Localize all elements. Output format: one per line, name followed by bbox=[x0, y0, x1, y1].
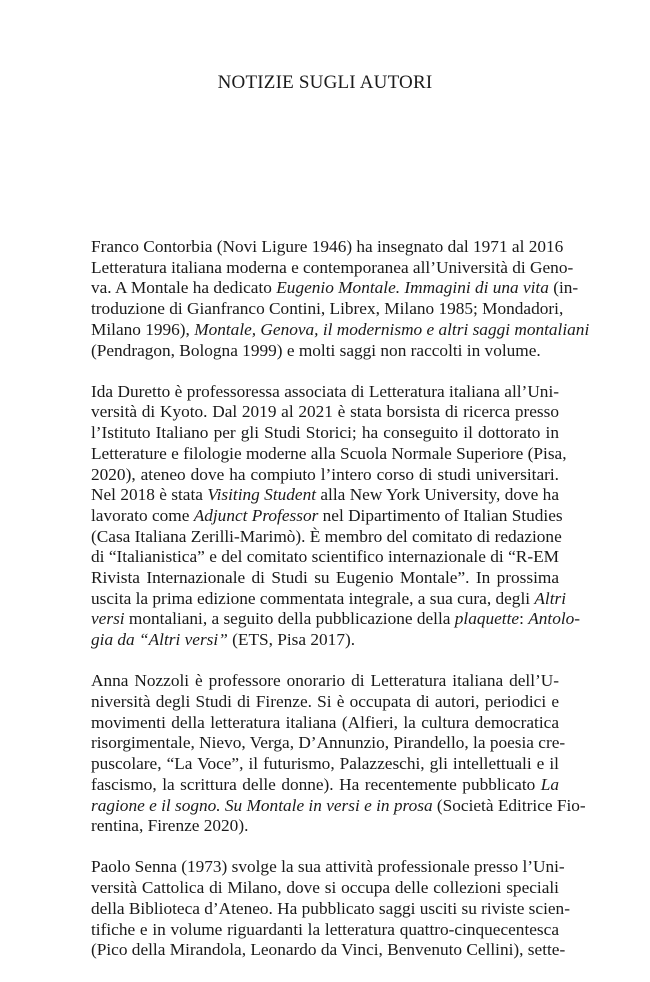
text-line bbox=[91, 920, 559, 941]
text-run: Ida Duretto è professoressa associata di Letteratura italiana all’Uni- bbox=[91, 381, 559, 401]
author-notes bbox=[91, 237, 590, 982]
bio-senna bbox=[91, 857, 570, 961]
italic-title: Antolo- bbox=[528, 609, 581, 629]
text-line bbox=[91, 423, 559, 444]
text-run: Franco Contorbia (Novi Ligure 1946) ha insegnato dal 1971 al 2016 bbox=[91, 237, 564, 256]
text-line bbox=[91, 547, 559, 568]
text-line bbox=[91, 319, 590, 341]
text-line bbox=[91, 568, 559, 589]
italic-title: La bbox=[540, 774, 559, 794]
text-line bbox=[91, 299, 564, 320]
italic-title: plaquette bbox=[454, 609, 520, 629]
italic-title: gia da “Altri versi” bbox=[91, 630, 228, 650]
text-run: risorgimentale, Nievo, Verga, D’Annunzio, Pirandello, la poesia cre- bbox=[91, 733, 566, 753]
text-run: Letterature e filologie moderne alla Scuola Normale Superiore (Pisa, bbox=[91, 443, 567, 463]
text-line bbox=[91, 588, 567, 610]
text-run: (ETS, Pisa 2017). bbox=[227, 630, 356, 650]
text-run: (Pico della Mirandola, Leonardo da Vinci, Benvenuto Cellini), sette- bbox=[91, 940, 566, 960]
text-run: Nel 2018 è stata bbox=[91, 485, 208, 505]
text-line bbox=[91, 898, 570, 920]
text-run: (in- bbox=[548, 278, 579, 298]
text-run: montaliani, a seguito della pubblicazione della bbox=[124, 609, 455, 629]
text-line bbox=[91, 713, 559, 734]
text-line bbox=[91, 940, 566, 961]
italic-title: Altri bbox=[534, 588, 567, 608]
text-line bbox=[91, 341, 559, 362]
text-line bbox=[91, 857, 565, 878]
text-line bbox=[91, 816, 559, 837]
text-run: lavorato come bbox=[91, 505, 194, 525]
text-line bbox=[91, 609, 581, 630]
text-line bbox=[91, 630, 559, 651]
italic-title: Visiting Student bbox=[207, 485, 317, 505]
italic-title: Adjunct Professor bbox=[193, 505, 319, 525]
text-line bbox=[91, 443, 567, 465]
text-run: Rivista Internazionale di Studi su Eugenio Montale”. In prossima bbox=[91, 568, 559, 588]
text-line bbox=[91, 382, 559, 403]
text-run: tifiche e in volume riguardanti la letteratura quattro-cinquecentesca bbox=[91, 919, 559, 939]
bio-contorbia bbox=[91, 237, 590, 361]
text-run: niversità degli Studi di Firenze. Si è occupata di autori, periodici e bbox=[91, 692, 559, 712]
text-run: movimenti della letteratura italiana (Alfieri, la cultura democratica bbox=[91, 712, 559, 732]
text-line bbox=[91, 465, 559, 486]
text-line bbox=[91, 754, 559, 775]
italic-title: ragione e il sogno. Su Montale in versi e in prosa bbox=[91, 795, 433, 815]
italic-title: Eugenio Montale. Immagini di una vita bbox=[276, 278, 549, 298]
text-run: versità di Kyoto. Dal 2019 al 2021 è stata borsista di ricerca presso bbox=[91, 402, 559, 422]
italic-title: versi bbox=[91, 609, 125, 629]
text-run: alla New York University, dove ha bbox=[316, 485, 559, 505]
text-run: Milano 1996), bbox=[91, 319, 195, 339]
text-run: troduzione di Gianfranco Contini, Librex, Milano 1985; Mondadori, bbox=[91, 299, 564, 319]
text-line bbox=[91, 775, 559, 796]
text-run: versità Cattolica di Milano, dove si occupa delle collezioni speciali bbox=[91, 878, 559, 898]
page-title: NOTIZIE SUGLI AUTORI bbox=[217, 72, 433, 93]
text-run: nel Dipartimento of Italian Studies bbox=[318, 505, 563, 525]
text-run: rentina, Firenze 2020). bbox=[91, 816, 249, 836]
bio-duretto bbox=[91, 381, 581, 651]
text-run: (Casa Italiana Zerilli-Marimò). È membro del comitato di redazione bbox=[91, 526, 562, 546]
text-run: Letteratura italiana moderna e contemporanea all’Università di Geno- bbox=[91, 257, 574, 277]
text-run: (Pendragon, Bologna 1999) e molti saggi non raccolti in volume. bbox=[91, 340, 541, 360]
text-line bbox=[91, 671, 559, 692]
text-run: puscolare, “La Voce”, il futurismo, Palazzeschi, gli intellettuali e il bbox=[91, 754, 559, 774]
bio-nozzoli bbox=[91, 671, 586, 837]
text-run: della Biblioteca d’Ateneo. Ha pubblicato saggi usciti su riviste scien- bbox=[91, 898, 570, 918]
text-run: : bbox=[519, 609, 529, 629]
text-run: 2020), ateneo dove ha compiuto l’intero corso di studi universitari. bbox=[91, 464, 559, 484]
text-line bbox=[91, 795, 586, 817]
text-run: Anna Nozzoli è professore onorario di Letteratura italiana dell’U- bbox=[91, 671, 559, 691]
text-line bbox=[91, 733, 566, 754]
text-run: fascismo, la scrittura delle donne). Ha recentemente pubblicato bbox=[91, 774, 541, 794]
text-line bbox=[91, 402, 559, 423]
text-line bbox=[91, 526, 562, 548]
text-run: l’Istituto Italiano per gli Studi Storici; ha conseguito il dottorato in bbox=[91, 423, 559, 443]
text-line bbox=[91, 505, 563, 527]
text-run: Paolo Senna (1973) svolge la sua attività professionale presso l’Uni- bbox=[91, 857, 565, 877]
text-run: (Società Editrice Fio- bbox=[432, 795, 586, 815]
text-line bbox=[91, 485, 559, 506]
text-run: va. A Montale ha dedicato bbox=[91, 278, 277, 298]
text-line bbox=[91, 878, 559, 899]
text-run: uscita la prima edizione commentata integrale, a sua cura, degli bbox=[91, 588, 535, 608]
text-line bbox=[91, 692, 559, 713]
text-line bbox=[91, 278, 579, 299]
italic-title: Montale, Genova, il modernismo e altri saggi montaliani bbox=[194, 319, 590, 339]
text-run: di “Italianistica” e del comitato scientifico internazionale di “R-EM bbox=[91, 547, 559, 567]
text-line bbox=[91, 257, 574, 279]
text-line bbox=[91, 237, 564, 258]
